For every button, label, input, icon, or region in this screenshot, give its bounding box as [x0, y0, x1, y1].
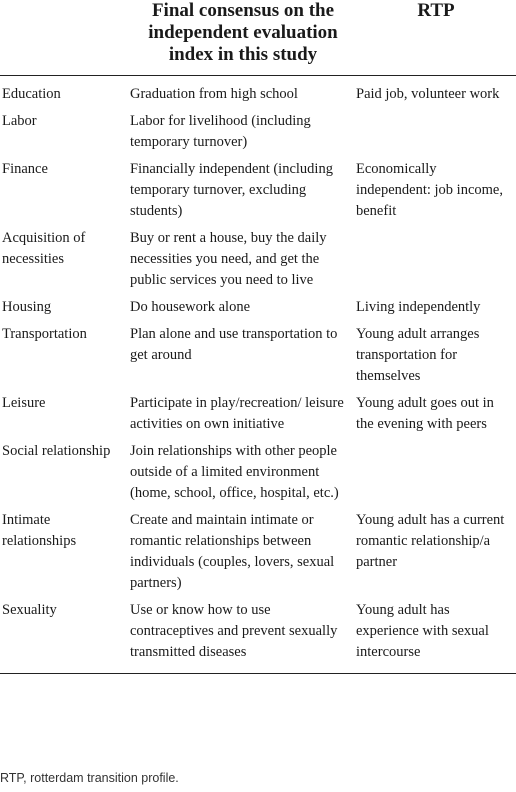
table-row — [0, 324, 516, 393]
consensus-cell: Graduation from high school — [130, 86, 298, 102]
rtp-cell: Young adult has experience with sexual intercourse — [356, 602, 489, 660]
table-row — [0, 111, 516, 159]
category-cell: Transportation — [2, 326, 87, 342]
category-cell: Sexuality — [2, 602, 57, 618]
consensus-cell: Buy or rent a house, buy the daily necessities you need, and get the public services you need to live — [130, 230, 327, 288]
header-rtp: RTP — [417, 0, 455, 21]
rtp-cell: Paid job, volunteer work — [356, 86, 500, 102]
consensus-cell: Use or know how to use contraceptives and prevent sexually transmitted diseases — [130, 602, 338, 660]
category-cell: Labor — [2, 113, 37, 129]
table-row — [0, 510, 516, 600]
consensus-cell: Create and maintain intimate or romantic relationships between individuals (couples, lovers, sexual partners) — [130, 512, 335, 591]
consensus-cell: Participate in play/recreation/ leisure activities on own initiative — [130, 395, 344, 432]
rtp-cell: Young adult goes out in the evening with peers — [356, 395, 494, 432]
consensus-cell: Join relationships with other people outside of a limited environment (home, school, office, hospital, etc.) — [130, 443, 339, 501]
table-row — [0, 441, 516, 510]
rtp-cell: Living independently — [356, 299, 481, 315]
table-footnote: RTP, rotterdam transition profile. — [0, 771, 179, 785]
rtp-cell — [356, 441, 516, 510]
table-row — [0, 393, 516, 441]
rtp-cell: Young adult has a current romantic relationship/a partner — [356, 512, 505, 570]
table-row — [0, 297, 516, 324]
rtp-cell — [356, 228, 516, 297]
table-row — [0, 159, 516, 228]
category-cell: Acquisition of necessities — [2, 230, 86, 267]
table-body — [0, 76, 516, 674]
category-cell: Leisure — [2, 395, 46, 411]
header-final-consensus: Final consensus on the independent evaluation index in this study — [148, 0, 338, 65]
consensus-cell: Labor for livelihood (including temporary turnover) — [130, 113, 311, 150]
rtp-cell: Economically independent: job income, benefit — [356, 161, 503, 219]
rtp-cell: Young adult arranges transportation for themselves — [356, 326, 480, 384]
consensus-cell: Plan alone and use transportation to get around — [130, 326, 338, 363]
table-header — [0, 0, 516, 76]
consensus-cell: Financially independent (including temporary turnover, excluding students) — [130, 161, 333, 219]
category-cell: Education — [2, 86, 61, 102]
table-row — [0, 228, 516, 297]
rtp-cell — [356, 111, 516, 159]
header-category — [0, 0, 130, 76]
table-row — [0, 600, 516, 674]
category-cell: Finance — [2, 161, 48, 177]
category-cell: Housing — [2, 299, 52, 315]
table-row — [0, 76, 516, 112]
header-row — [0, 0, 516, 76]
consensus-cell: Do housework alone — [130, 299, 251, 315]
category-cell: Intimate relationships — [2, 512, 77, 549]
category-cell: Social relationship — [2, 443, 111, 459]
